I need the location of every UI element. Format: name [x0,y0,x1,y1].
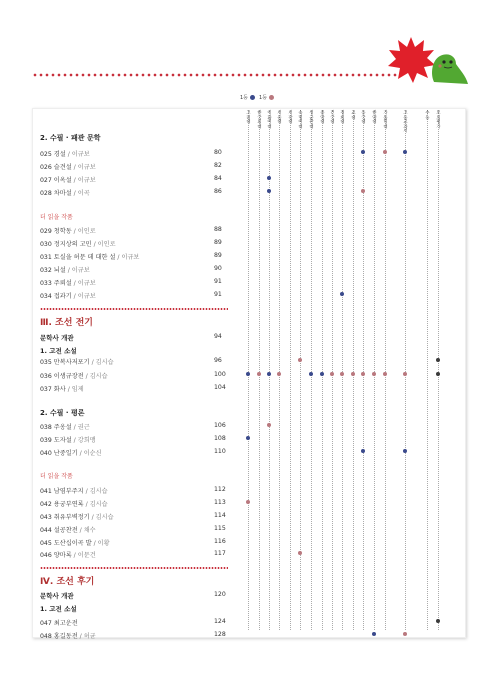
page-number: 91 [214,278,222,285]
entry-title: 037 화사 [40,386,66,393]
exam-mark-dot [361,449,365,453]
entry-author: / 이인로 [71,228,96,235]
entry-author: / 이규보 [65,267,90,274]
exam-mark-dot [267,423,271,427]
page-number: 113 [214,499,226,506]
page-number: 120 [214,591,226,598]
entry-title: 027 이옥설 [40,177,72,184]
page-number: 112 [214,486,226,493]
toc-entry[interactable] [40,239,116,248]
toc-entry[interactable] [40,357,114,366]
exam-mark-dot [361,150,365,154]
entry-title: 046 양마록 [40,552,72,559]
entry-author: / 권근 [71,424,90,431]
entry-author: / 임제 [65,386,84,393]
column-header: 가톨릭대 [383,111,388,130]
exam-mark-dot [320,372,324,376]
toc-entry[interactable] [40,448,102,457]
page-number: 117 [214,550,226,557]
column-header: 건국대 [330,111,335,126]
exam-mark-dot [267,176,271,180]
section-heading: 문학사 개관 [40,334,74,342]
page-number: 82 [214,162,222,169]
entry-author: / 이규보 [71,293,96,300]
exam-mark-dot [340,292,344,296]
column-rule [311,110,312,630]
legend-item: 1등 [259,94,274,101]
exam-mark-dot [361,189,365,193]
column-header: 중앙대 [320,111,325,126]
page-number: 88 [214,226,222,233]
column-rule [427,110,428,630]
entry-title: 028 차마설 [40,190,72,197]
column-rule [279,110,280,630]
section-divider [40,308,228,310]
entry-title: 047 최고운전 [40,620,78,627]
column-header: 모의평가 [436,111,441,130]
page-number: 128 [214,631,226,638]
toc-entry[interactable] [40,499,108,508]
entry-author: / 이규보 [71,164,96,171]
entry-author: / 김시습 [83,501,108,508]
page-number: 89 [214,239,222,246]
more-works-label: 더 읽을 작품 [40,473,73,480]
column-rule [269,110,270,630]
entry-author: / 이규보 [71,280,96,287]
entry-title: 045 도산십이곡 발 [40,540,92,547]
toc-entry[interactable] [40,512,114,521]
entry-author: / 김시습 [83,488,108,495]
toc-entry[interactable] [40,226,96,235]
entry-title: 025 경설 [40,151,66,158]
exam-mark-dot [340,372,344,376]
toc-entry[interactable] [40,188,90,197]
toc-entry[interactable] [40,371,108,380]
exam-mark-dot [267,189,271,193]
exam-mark-dot [246,436,250,440]
part-heading: Ⅳ. 조선 후기 [40,577,95,587]
section-divider [40,567,228,569]
column-rule [405,110,406,630]
toc-entry[interactable] [40,538,110,547]
entry-title: 042 용궁부연록 [40,501,84,508]
exam-mark-dot [372,632,376,636]
column-header: 동국대 [361,111,366,126]
page-number: 114 [214,512,226,519]
entry-title: 030 정지상의 고민 [40,241,92,248]
exam-mark-dot [436,619,440,623]
entry-title: 034 접과기 [40,293,72,300]
entry-author: / 김시습 [83,373,108,380]
legend-item: 1등 [240,94,255,101]
toc-entry[interactable] [40,162,96,171]
column-header: 고등교과서 [403,111,408,135]
column-rule [332,110,333,630]
exam-mark-dot [403,372,407,376]
toc-entry[interactable] [40,525,96,534]
page-number: 115 [214,525,226,532]
entry-author: / 김시습 [89,359,114,366]
toc-entry[interactable] [40,265,90,274]
page-number: 104 [214,384,226,391]
column-rule [363,110,364,630]
page-number: 110 [214,448,226,455]
column-header: 성균관대 [309,111,314,130]
exam-mark-dot [246,500,250,504]
entry-title: 032 뇌설 [40,267,66,274]
page-number: 86 [214,188,222,195]
toc-entry[interactable] [40,422,90,431]
exam-mark-dot [267,372,271,376]
toc-entry[interactable] [40,435,96,444]
toc-entry[interactable] [40,252,139,261]
entry-title: 048 홍길동전 [40,633,78,640]
column-rule [259,110,260,630]
exam-mark-dot [383,150,387,154]
page-number: 106 [214,422,226,429]
toc-entry[interactable] [40,149,90,158]
page-number: 84 [214,175,222,182]
entry-author: / 이문건 [71,552,96,559]
column-rule [290,110,291,630]
exam-mark-dot [403,632,407,636]
section-heading: 1. 고전 소설 [40,347,77,355]
column-rule [438,110,439,630]
column-header: 이화여대 [267,111,272,130]
page-number: 91 [214,291,222,298]
entry-title: 043 취유부벽정기 [40,514,90,521]
entry-author: / 채수 [77,527,96,534]
entry-author: / 허균 [77,633,96,640]
page-number: 96 [214,357,222,364]
entry-author: / 이순신 [77,450,102,457]
exam-mark-dot [298,358,302,362]
green-dinosaur-icon [420,50,470,86]
legend [240,94,274,101]
entry-title: 038 주옹설 [40,424,72,431]
entry-author: / 김시습 [89,514,114,521]
exam-mark-dot [361,372,365,376]
page-number: 124 [214,618,226,625]
column-rule [353,110,354,630]
column-rule [385,110,386,630]
toc-entry[interactable] [40,291,96,300]
entry-title: 029 청학동 [40,228,72,235]
column-header: 한국외대 [257,111,262,130]
section-heading: 2. 수필 · 평론 [40,409,85,417]
column-header: 한양대 [372,111,377,126]
entry-author: / 이규보 [71,177,96,184]
entry-title: 044 설공찬전 [40,527,78,534]
page-number: 80 [214,149,222,156]
page-number: 89 [214,252,222,259]
page-number: 90 [214,265,222,272]
entry-title: 031 토실을 허문 데 대한 설 [40,254,116,261]
exam-mark-dot [298,551,302,555]
exam-mark-dot [403,449,407,453]
section-heading: 문학사 개관 [40,592,74,600]
entry-title: 039 도자설 [40,437,72,444]
column-rule [322,110,323,630]
toc-entry[interactable] [40,631,96,640]
page-number: 94 [214,333,222,340]
section-heading: 1. 고전 소설 [40,605,77,613]
entry-title: 033 주뢰설 [40,280,72,287]
entry-author: / 이황 [91,540,110,547]
entry-title: 036 이생규장전 [40,373,84,380]
more-works-label: 더 읽을 작품 [40,214,73,221]
exam-mark-dot [277,372,281,376]
page-number: 108 [214,435,226,442]
page-number: 116 [214,538,226,545]
toc-entry[interactable] [40,550,96,559]
exam-mark-dot [257,372,261,376]
exam-mark-dot [436,358,440,362]
entry-title: 035 만복사저포기 [40,359,90,366]
entry-title: 026 슬견설 [40,164,72,171]
part-heading: Ⅲ. 조선 전기 [40,318,93,328]
column-header: 수능 [425,111,430,121]
column-rule [248,110,249,630]
page-number: 100 [214,371,226,378]
entry-author: / 강희맹 [71,437,96,444]
exam-mark-dot [436,372,440,376]
column-header: 숙명여대 [298,111,303,130]
exam-mark-dot [372,372,376,376]
toc-entry[interactable] [40,384,84,393]
entry-author: / 이곡 [71,190,90,197]
column-rule [374,110,375,630]
entry-author: / 이규보 [115,254,140,261]
toc-entry[interactable] [40,618,78,627]
entry-author: / 이규보 [65,151,90,158]
column-header: 고려대 [246,111,251,126]
column-header: 경희대 [340,111,345,126]
top-dotted-rule [32,73,397,77]
toc-entry[interactable] [40,175,96,184]
entry-title: 040 난중일기 [40,450,78,457]
column-header: 교대 [351,111,356,121]
toc-entry[interactable] [40,278,96,287]
exam-mark-dot [351,372,355,376]
column-header: 서강대 [288,111,293,126]
exam-mark-dot [309,372,313,376]
exam-mark-dot [246,372,250,376]
exam-mark-dot [403,150,407,154]
section-heading: 2. 수필 · 패관 문학 [40,134,101,142]
entry-author: / 이인로 [91,241,116,248]
exam-mark-dot [330,372,334,376]
entry-title: 041 남염부주지 [40,488,84,495]
exam-mark-dot [383,372,387,376]
column-rule [342,110,343,630]
column-header: 서울대 [277,111,282,126]
toc-entry[interactable] [40,486,108,495]
